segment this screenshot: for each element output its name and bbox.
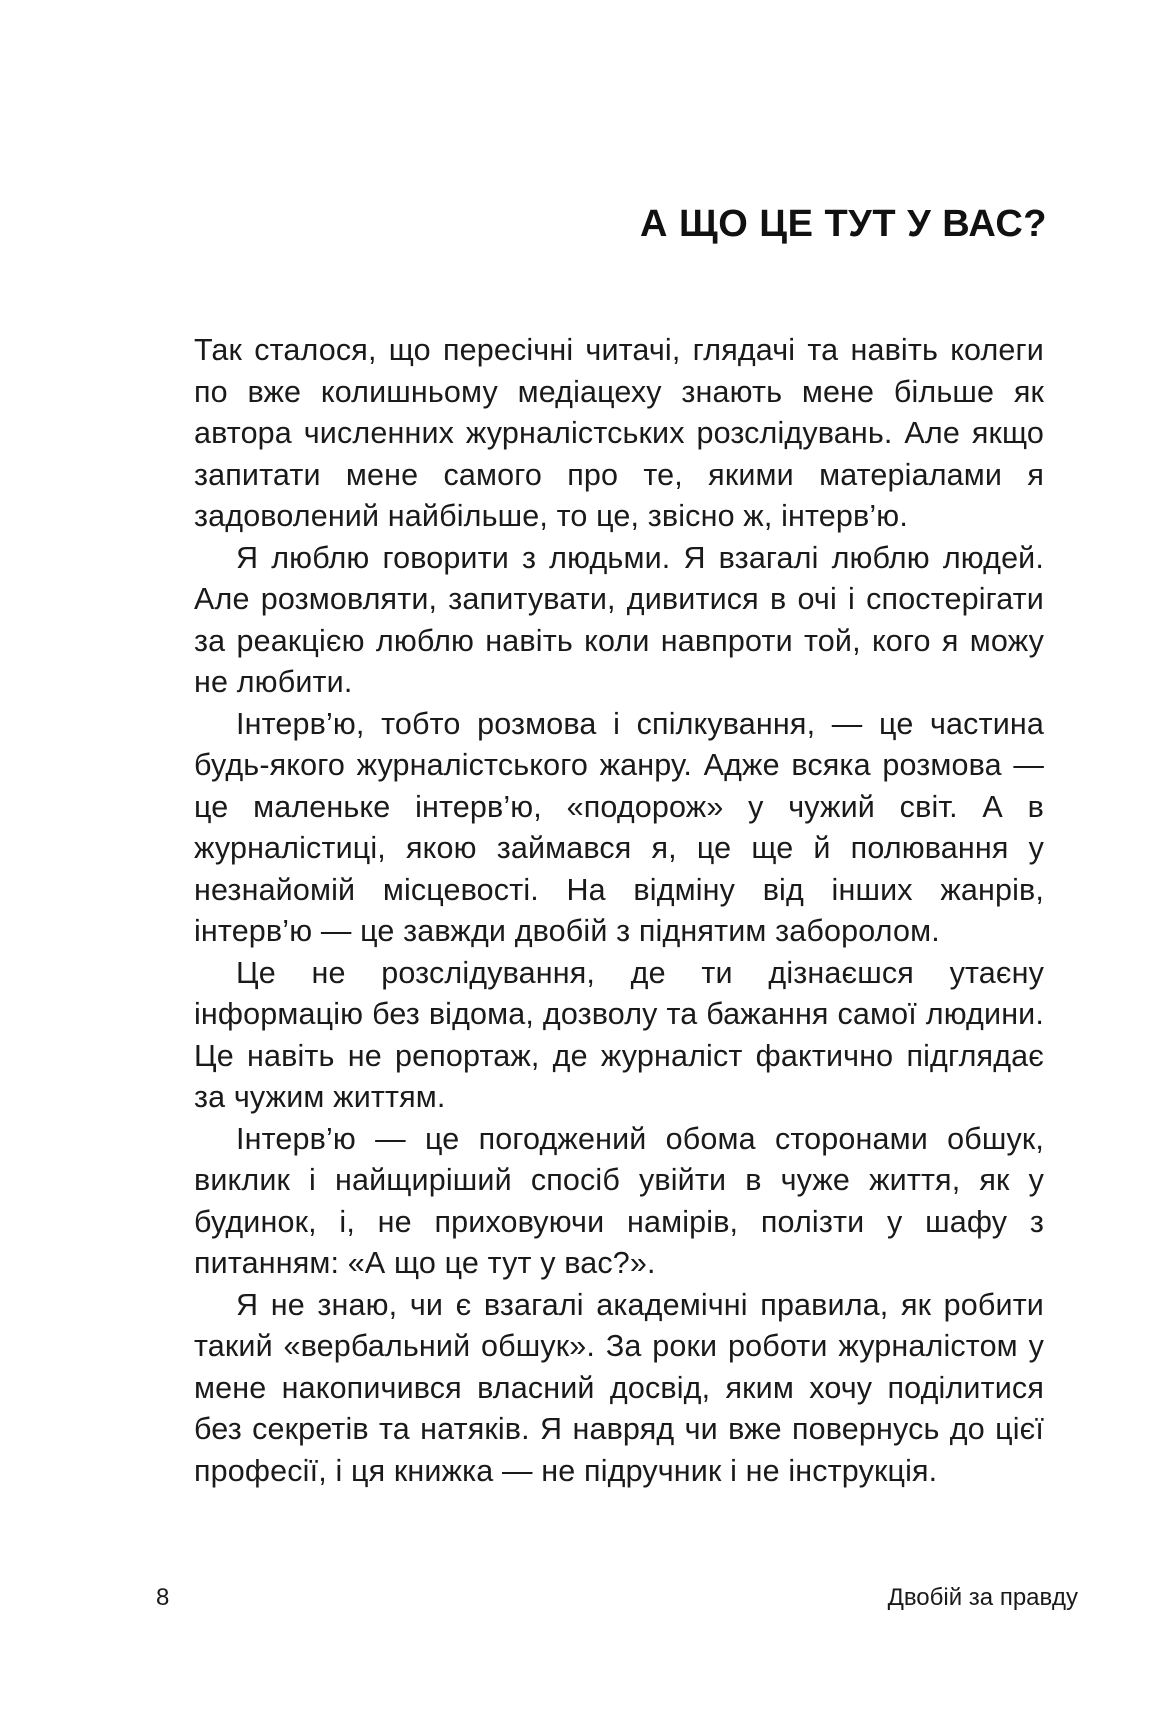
paragraph: Я не знаю, чи є взагалі академічні правила, як робити такий «вербальний обшук». За роки роботи журналістом у мене накопичився власний досвід, яким хочу поділитися без секретів та натяків. Я навряд чи вже повернусь до цієї професії, і ця книжка — не підручник і не інструкція. — [194, 1287, 1044, 1488]
paragraph: Це не розслідування, де ти дізнаєшся утаєну інформацію без відома, дозволу та бажання самої людини. Це навіть не репортаж, де журналіст фактично підглядає за чужим життям. — [194, 955, 1044, 1114]
paragraph: Інтерв’ю, тобто розмова і спілкування, — це частина будь-якого журналістського жанру. Адже всяка розмова — це маленьке інтерв’ю, «подорож» у чужий світ. А в журналістиці, якою займався я, це ще й полювання у незнайомій місцевості. На відміну від інших жанрів, інтерв’ю — це завжди двобій з піднятим заборолом. — [194, 706, 1044, 948]
chapter-title: А ЩО ЦЕ ТУТ У ВАС? — [639, 203, 1047, 245]
paragraph: Я люблю говорити з людьми. Я взагалі люблю людей. Але розмовляти, запитувати, дивитися в очі і спостерігати за реакцією люблю навіть коли навпроти той, кого я можу не любити. — [194, 540, 1044, 699]
running-title: Двобій за правду — [887, 1584, 1078, 1611]
paragraph: Інтерв’ю — це погоджений обома сторонами обшук, виклик і найщиріший спосіб увійти в чуже життя, як у будинок, і, не приховуючи намірів, полізти у шафу з питанням: «А що це тут у вас?». — [194, 1121, 1044, 1280]
body-text — [194, 330, 1044, 1492]
page-number: 8 — [156, 1584, 170, 1611]
paragraph: Так сталося, що пересічні читачі, глядачі та навіть колеги по вже колишньому медіацеху знають мене більше як автора численних журналістських розслідувань. Але якщо запитати мене самого про те, якими матеріалами я задоволений найбільше, то це, звісно ж, інтерв’ю. — [194, 333, 1044, 533]
